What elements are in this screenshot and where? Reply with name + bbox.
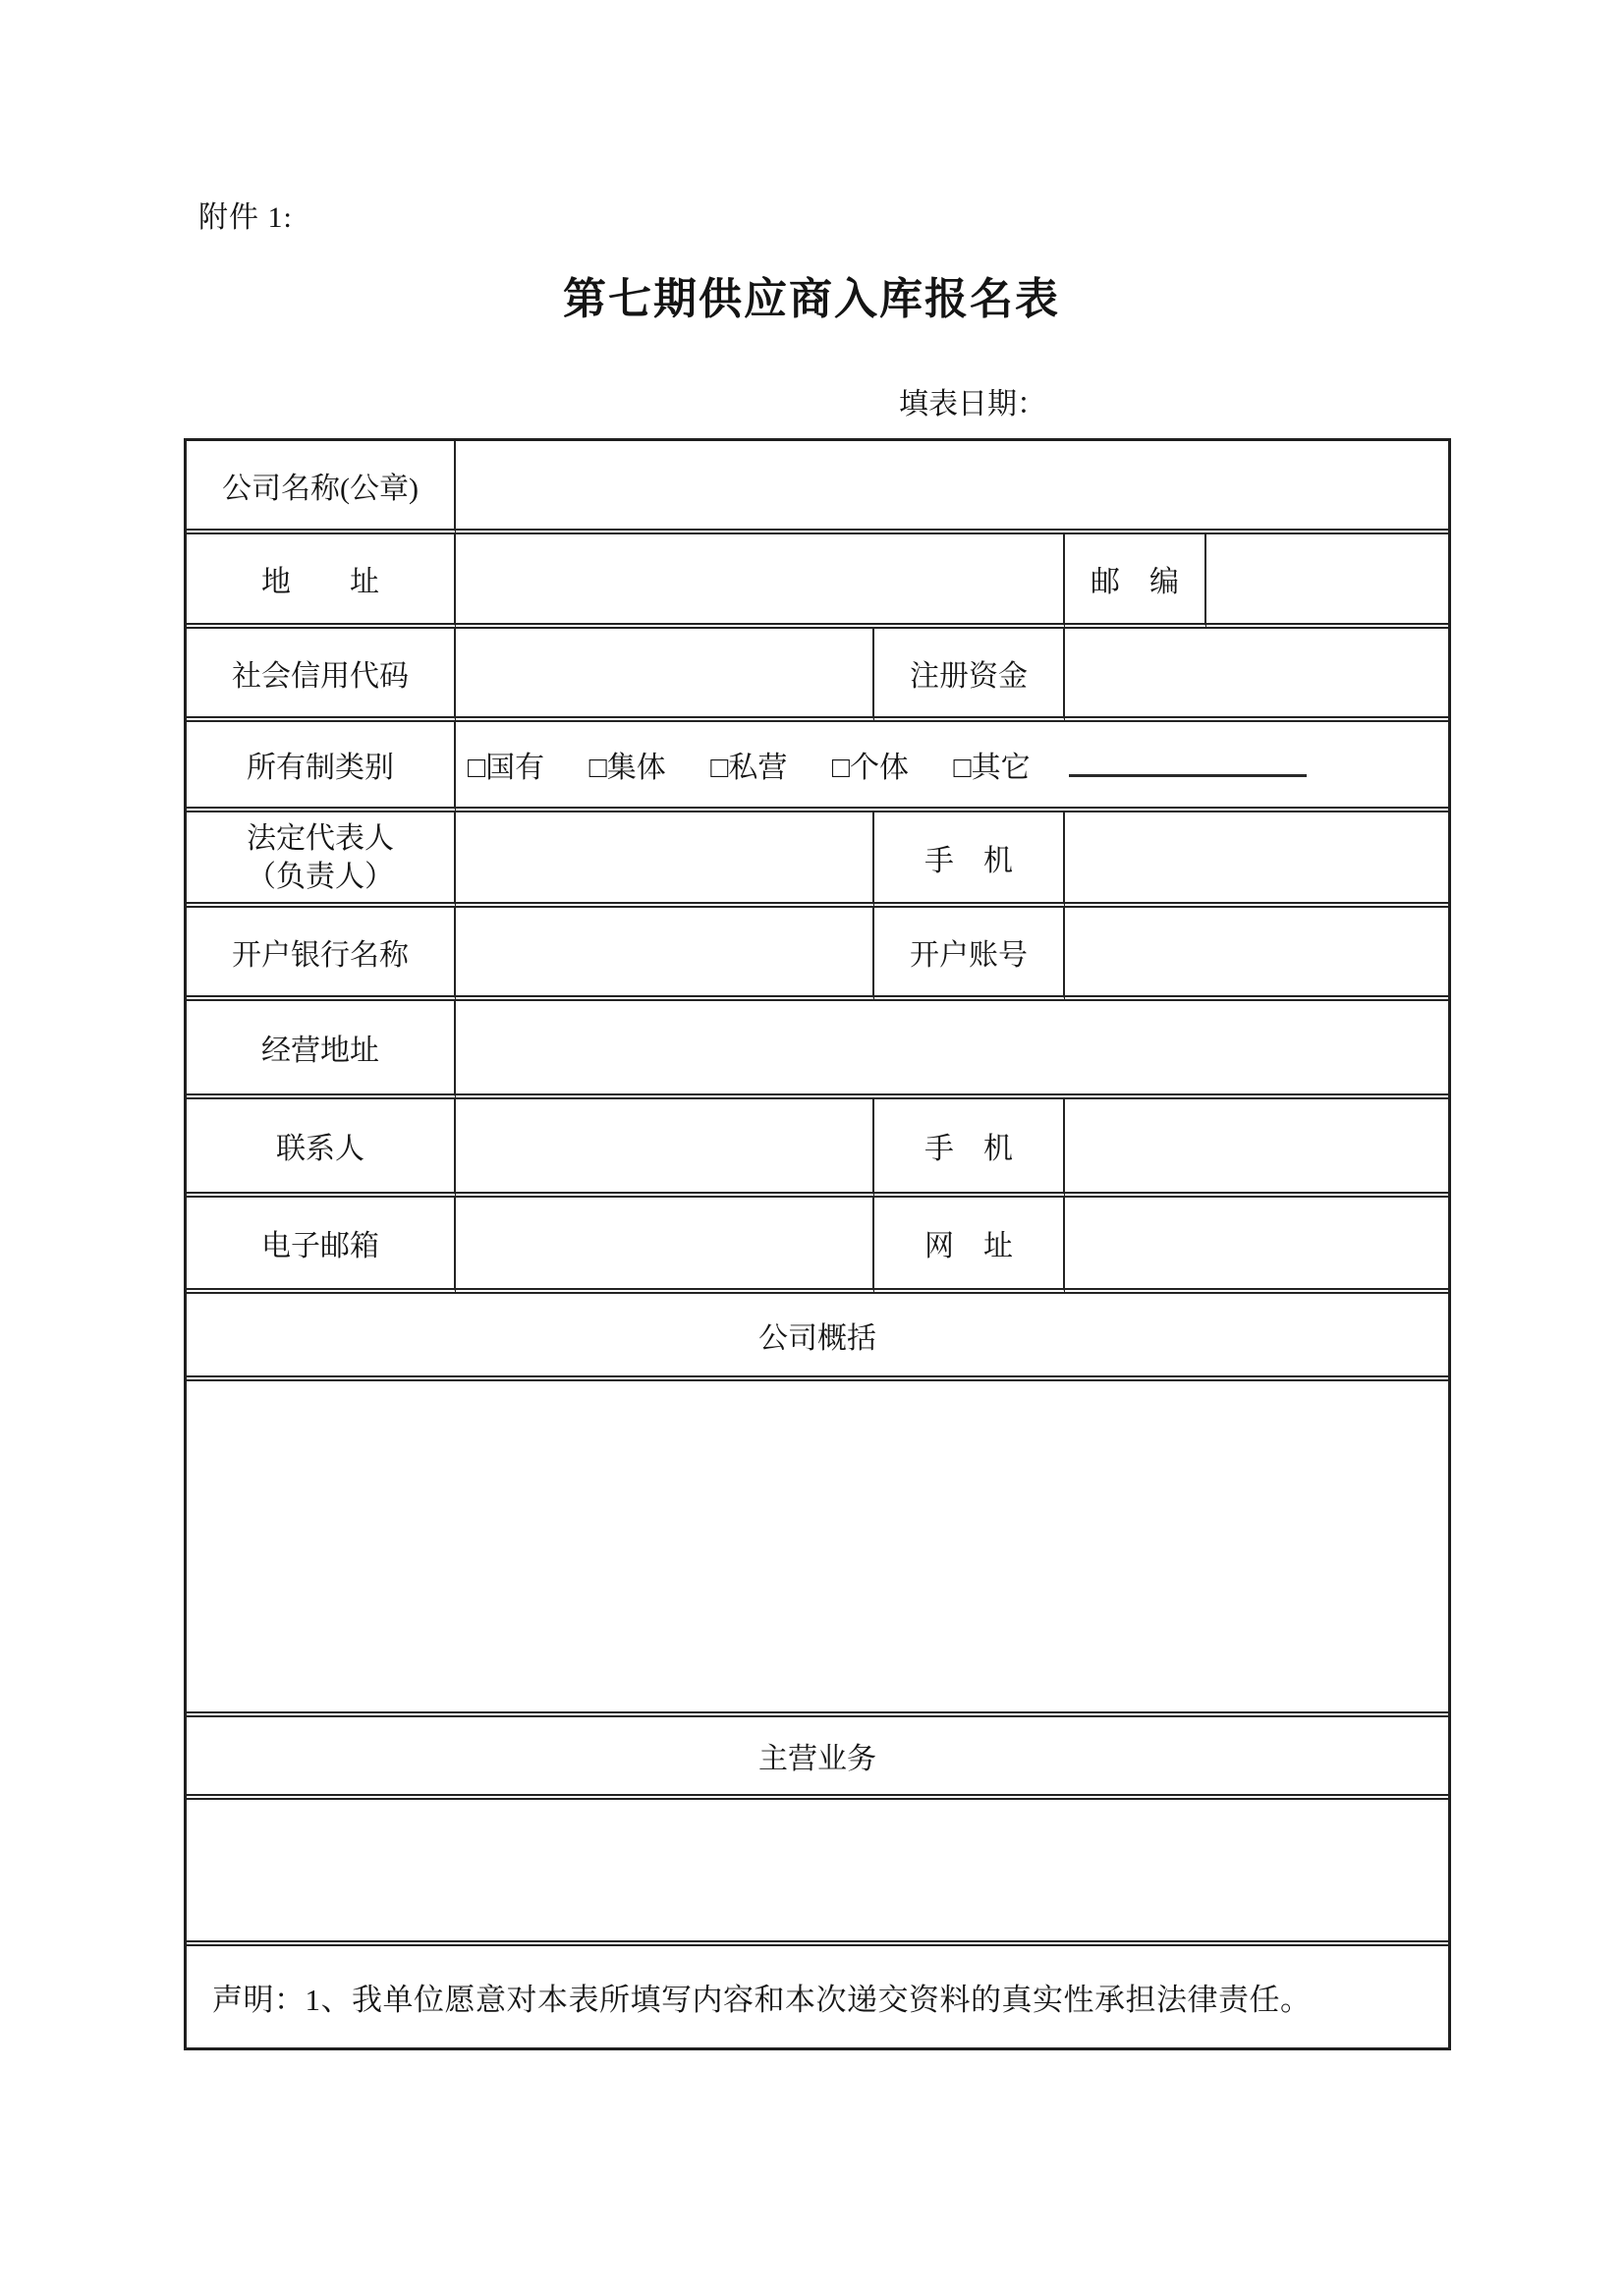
table-row [187, 812, 1448, 908]
credit-code-value-cell [456, 629, 874, 722]
table-row [187, 722, 1448, 812]
legal-rep-label-line1: 法定代表人 [247, 821, 394, 855]
email-label-cell: 电子邮箱 [187, 1198, 456, 1294]
attachment-label: 附件 1: [198, 201, 293, 234]
contact-mobile-value-cell [1065, 1099, 1448, 1198]
table-row [187, 1946, 1448, 2047]
table-row [187, 1001, 1448, 1099]
website-value-cell [1065, 1198, 1448, 1294]
ownership-option-private: □私营 [710, 752, 788, 784]
ownership-label-cell: 所有制类别 [187, 722, 456, 812]
fill-date-label: 填表日期： [899, 388, 1046, 420]
ownership-option-collective: □集体 [588, 752, 666, 784]
legal-rep-label-cell [187, 812, 456, 908]
legal-rep-value-cell [456, 812, 874, 908]
table-row [187, 1294, 1448, 1381]
company-name-label-cell: 公司名称(公章) [187, 441, 456, 534]
postal-code-label-cell: 邮 编 [1065, 534, 1206, 629]
table-row [187, 1800, 1448, 1946]
table-row [187, 629, 1448, 722]
ownership-option-state: □国有 [468, 752, 545, 784]
declaration-cell: 声明：1、我单位愿意对本表所填写内容和本次递交资料的真实性承担法律责任。 [212, 1983, 1312, 2017]
table-row [187, 534, 1448, 629]
company-profile-content-cell [187, 1381, 1448, 1717]
form-title: 第七期供应商入库报名表 [563, 275, 1060, 323]
table-row [187, 1381, 1448, 1717]
company-profile-header-cell: 公司概括 [187, 1294, 1448, 1381]
legal-rep-mobile-value-cell [1065, 812, 1448, 908]
bank-name-label-cell: 开户银行名称 [187, 908, 456, 1001]
contact-value-cell [456, 1099, 874, 1198]
table-row [187, 908, 1448, 1001]
legal-rep-mobile-label-cell: 手 机 [874, 812, 1065, 908]
bank-name-value-cell [456, 908, 874, 1001]
business-address-label-cell: 经营地址 [187, 1001, 456, 1099]
table-row [187, 1717, 1448, 1800]
ownership-options-cell [456, 722, 1448, 812]
ownership-option-individual: □个体 [831, 752, 909, 784]
main-business-content-cell [187, 1800, 1448, 1946]
registered-capital-value-cell [1065, 629, 1448, 722]
contact-mobile-label-cell: 手 机 [874, 1099, 1065, 1198]
postal-code-value-cell [1206, 534, 1448, 629]
contact-label-cell: 联系人 [187, 1099, 456, 1198]
bank-account-label-cell: 开户账号 [874, 908, 1065, 1001]
table-row [187, 441, 1448, 534]
legal-rep-label-line2: （负责人） [247, 860, 394, 893]
credit-code-label-cell: 社会信用代码 [187, 629, 456, 722]
bank-account-value-cell [1065, 908, 1448, 1001]
table-row [187, 1099, 1448, 1198]
table-row [187, 1198, 1448, 1294]
website-label-cell: 网 址 [874, 1198, 1065, 1294]
email-value-cell [456, 1198, 874, 1294]
registered-capital-label-cell: 注册资金 [874, 629, 1065, 722]
main-business-header-cell: 主营业务 [187, 1717, 1448, 1800]
registration-form-table [184, 438, 1451, 2050]
address-value-cell [456, 534, 1065, 629]
ownership-option-other: □其它 [953, 752, 1031, 784]
business-address-value-cell [456, 1001, 1448, 1099]
other-fill-line [1069, 747, 1307, 778]
company-name-value-cell [456, 441, 1448, 534]
address-label-cell: 地 址 [187, 534, 456, 629]
